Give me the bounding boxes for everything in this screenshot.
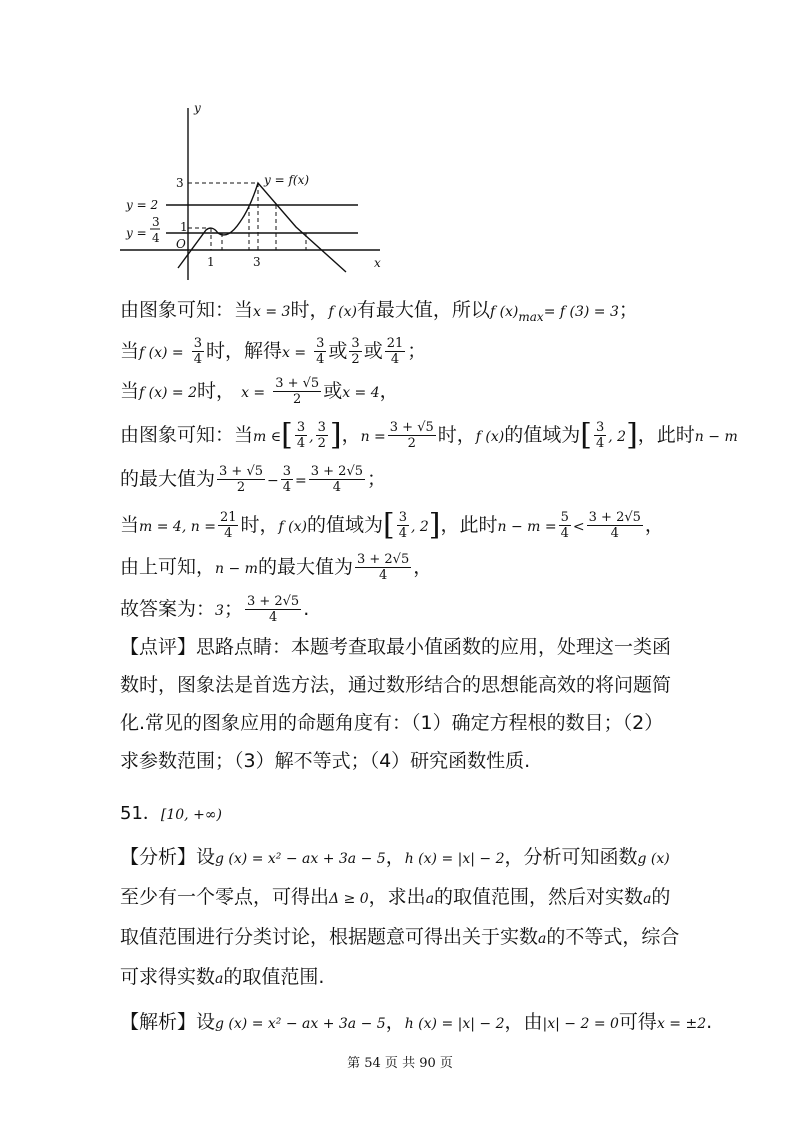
label-y34-num: 3	[152, 215, 160, 229]
label-y34-den: 4	[152, 231, 160, 245]
fraction: $\frac{21}{4}$	[219, 510, 237, 541]
fraction: $\frac{5}{4}$	[560, 510, 569, 541]
line-1: 由图象可知：当x = 3时，f (x)有最大值，所以f $(x)_{max}= f$ (3) = 3；	[120, 299, 638, 324]
answer-line: 故答案为：3； $\frac{3 + 2√5}{4}$ .	[120, 594, 310, 625]
fraction: $\frac{3}{4}$	[595, 420, 605, 451]
fraction: $\frac{3 + √5}{2}$	[219, 464, 263, 495]
tick-x1: 1	[207, 255, 215, 269]
function-graph	[118, 100, 388, 285]
line-2: 当f (x) = $\frac{3}{4}$ 时，解得x = $\frac{3}{4}$ 或 $\frac{3}{2}$ 或 $\frac{21}{4}$ ；	[120, 336, 427, 367]
line-5: 的最大值为 $\frac{3 + √5}{2}$ − $\frac{3}{4}$ = $\frac{3 + 2√5}{4}$ ；	[120, 464, 387, 495]
label-y34-left: y =	[126, 226, 147, 240]
fraction: $\frac{3}{2}$	[317, 420, 326, 451]
fraction: $\frac{3}{4}$	[398, 510, 407, 541]
tick-y3: 3	[176, 176, 184, 190]
comment-paragraph: 【点评】思路点睛：本题考查取最小值函数的应用，处理这一类函数时，图象法是首选方法，通过数形结合的思想能高效的将问题简化.常见的图象应用的命题角度有：（1）确定方程根的数目；（2）求参数范围；（3）解不等式；（4）研究函数性质.	[120, 636, 672, 772]
line-3: 当f (x) = 2时， x = $\frac{3 + √5}{2}$ 或x = 4，	[120, 376, 399, 407]
fraction: $\frac{21}{4}$	[386, 336, 404, 367]
fraction: $\frac{3 + √5}{2}$	[389, 420, 434, 451]
fraction: $\frac{3}{4}$	[282, 464, 292, 495]
fraction: $\frac{3 + 2√5}{4}$	[310, 464, 364, 495]
fraction: $\frac{3 + 2√5}{4}$	[356, 552, 410, 583]
curve-label: y = f(x)	[264, 173, 310, 187]
fraction: $\frac{3}{2}$	[351, 336, 360, 367]
fraction: $\frac{3}{4}$	[296, 420, 306, 451]
fraction: $\frac{3}{4}$	[193, 336, 202, 367]
analysis-paragraph: 【分析】设g (x) = x² − ax + 3a − 5，h (x) = |x| − 2，分析可知函数g (x)至少有一个零点，可得出Δ ≥ 0，求出a的取值范围，然后对实数a的取值范围进行分类讨论，根据题意可得出关于实数a的不等式，综合可求得实数a的取值范围.	[120, 846, 680, 988]
axis-y-label: y	[194, 101, 201, 115]
axis-x-label: x	[374, 256, 381, 270]
question-51: 51．[10, +∞)	[120, 803, 222, 824]
line-4: 由图象可知：当m ∈[ $\frac{3}{4}$ , $\frac{3}{2}$ ]，n = $\frac{3 + √5}{2}$ 时，f (x)的值域为[ $\frac{3}{4}$ , 2]，此时n − m	[120, 417, 738, 453]
line-6: 当m = 4, n = $\frac{21}{4}$ 时，f (x)的值域为[ $\frac{3}{4}$ , 2]，此时n − m = $\frac{5}{4}$ < $\frac{3 + 2√5}{4}$ ，	[120, 507, 664, 543]
tick-y1: 1	[180, 220, 188, 234]
fraction: $\frac{3 + √5}{2}$	[275, 376, 320, 407]
line-7: 由上可知，n − m的最大值为 $\frac{3 + 2√5}{4}$ ，	[120, 552, 433, 583]
fraction: $\frac{3 + 2√5}{4}$	[588, 510, 641, 541]
fraction: $\frac{3}{4}$	[316, 336, 325, 367]
tick-x3: 3	[253, 255, 261, 269]
label-y2: y = 2	[126, 198, 159, 212]
page-footer: 第 54 页 共 90 页	[347, 1056, 453, 1071]
fraction: $\frac{3 + 2√5}{4}$	[246, 594, 300, 625]
solution-line: 【解析】设g (x) = x² − ax + 3a − 5，h (x) = |x| − 2，由|x| − 2 = 0可得x = ±2.	[120, 1011, 713, 1033]
origin-label: O	[176, 237, 186, 251]
